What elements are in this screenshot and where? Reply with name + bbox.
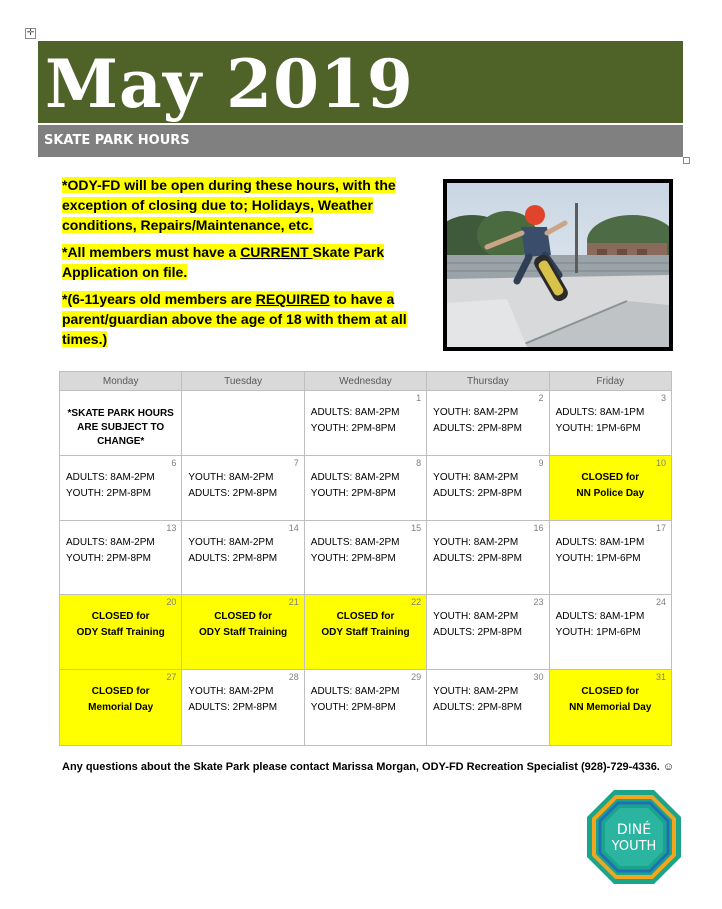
hours-line: YOUTH: 2PM-8PM <box>310 488 396 499</box>
note-text: *(6-11years old members are <box>62 291 256 307</box>
calendar-day-cell <box>549 456 671 521</box>
closed-line: CLOSED for <box>91 611 150 622</box>
hours-line: ADULTS: 2PM-8PM <box>433 423 522 434</box>
calendar-day-cell <box>182 391 304 456</box>
day-number: 28 <box>288 672 299 682</box>
hours-line: ADULTS: 8AM-2PM <box>310 407 400 418</box>
hours-entries <box>66 535 155 567</box>
notice-line: *SKATE PARK HOURS <box>67 408 174 419</box>
calendar-day-cell <box>60 521 182 595</box>
calendar-day-cell <box>304 521 426 595</box>
hours-line: YOUTH: 8AM-2PM <box>188 537 274 548</box>
day-number: 14 <box>288 523 299 533</box>
day-number: 13 <box>166 523 177 533</box>
hours-line: ADULTS: 8AM-1PM <box>555 537 645 548</box>
note-emphasis: REQUIRED <box>255 291 330 307</box>
hours-entries <box>556 405 645 437</box>
calendar-day-cell <box>60 670 182 746</box>
closed-line: ODY Staff Training <box>199 627 288 638</box>
hours-entries <box>556 609 645 641</box>
note-paragraph <box>62 175 432 235</box>
day-number: 9 <box>538 458 544 468</box>
logo-text-line1: DINÉ <box>616 822 652 838</box>
calendar-day-cell <box>60 391 182 456</box>
calendar-week-row <box>60 456 672 521</box>
note-paragraph <box>62 242 432 282</box>
hours-line: ADULTS: 8AM-2PM <box>66 472 155 483</box>
hours-line: ADULTS: 8AM-2PM <box>310 537 400 548</box>
day-number: 17 <box>655 523 666 533</box>
hours-line: YOUTH: 1PM-6PM <box>555 423 641 434</box>
hours-entries <box>556 535 645 567</box>
note-text: *All members must have a <box>62 244 241 260</box>
hours-entries <box>311 470 400 502</box>
hours-line: ADULTS: 2PM-8PM <box>433 627 522 638</box>
hours-line: YOUTH: 1PM-6PM <box>555 553 641 564</box>
calendar-day-cell <box>549 391 671 456</box>
dine-youth-logo <box>585 788 683 886</box>
closed-line: CLOSED for <box>214 611 272 622</box>
hours-entries <box>433 535 522 567</box>
calendar-week-row <box>60 391 672 456</box>
hours-line: YOUTH: 2PM-8PM <box>66 488 152 499</box>
table-resize-handle[interactable] <box>683 157 690 164</box>
hours-line: YOUTH: 8AM-2PM <box>433 472 519 483</box>
closed-line: ODY Staff Training <box>76 627 165 638</box>
hours-line: YOUTH: 2PM-8PM <box>66 553 152 564</box>
closed-notice <box>182 609 303 641</box>
hours-entries <box>311 684 400 716</box>
note-text: to have a parent/guardian above the age of 18 with them at all times.) <box>62 291 407 347</box>
day-number: 27 <box>166 672 177 682</box>
hours-line: ADULTS: 2PM-8PM <box>433 488 522 499</box>
day-number: 2 <box>538 393 544 403</box>
hours-line: ADULTS: 8AM-2PM <box>310 472 400 483</box>
calendar-day-cell <box>427 456 549 521</box>
calendar-day-cell <box>427 670 549 746</box>
day-number: 15 <box>411 523 422 533</box>
hours-entries <box>188 470 277 502</box>
calendar-day-cell <box>60 456 182 521</box>
skate-park-calendar <box>59 371 672 746</box>
calendar-day-cell <box>304 595 426 670</box>
note-emphasis: CURRENT <box>240 244 313 260</box>
hours-line: YOUTH: 2PM-8PM <box>310 702 396 713</box>
weekday-header: Thursday <box>427 372 549 391</box>
closed-line: CLOSED for <box>581 472 640 483</box>
calendar-day-cell <box>427 391 549 456</box>
hours-line: ADULTS: 2PM-8PM <box>433 702 522 713</box>
hours-entries <box>311 405 400 437</box>
hours-entries <box>66 470 155 502</box>
calendar-day-cell <box>304 391 426 456</box>
hours-line: ADULTS: 2PM-8PM <box>433 553 522 564</box>
day-number: 1 <box>416 393 422 403</box>
hours-line: YOUTH: 8AM-2PM <box>433 611 519 622</box>
page-title: May 2019 <box>45 45 414 123</box>
note-text: *ODY-FD will be open during these hours, with the exception of closing due to; Holidays, Weather conditions, Repairs/Maintenance, etc. <box>62 177 396 233</box>
title-banner <box>38 41 683 123</box>
day-number: 10 <box>655 458 666 468</box>
closed-line: CLOSED for <box>91 686 150 697</box>
day-number: 24 <box>655 597 666 607</box>
logo-text-line2: YOUTH <box>611 839 657 854</box>
notice-line: CHANGE* <box>97 436 145 447</box>
calendar-day-cell <box>304 456 426 521</box>
closed-notice <box>60 684 181 716</box>
calendar-day-cell <box>182 595 304 670</box>
calendar-week-row <box>60 670 672 746</box>
calendar-day-cell <box>427 595 549 670</box>
hours-line: ADULTS: 8AM-2PM <box>310 686 400 697</box>
calendar-day-cell <box>60 595 182 670</box>
hours-line: YOUTH: 2PM-8PM <box>310 423 396 434</box>
hours-line: YOUTH: 8AM-2PM <box>433 537 519 548</box>
hours-entries <box>433 609 522 641</box>
hours-line: YOUTH: 8AM-2PM <box>188 686 274 697</box>
hours-entries <box>188 535 277 567</box>
weekday-header: Wednesday <box>304 372 426 391</box>
calendar-day-cell <box>549 595 671 670</box>
hours-entries <box>433 405 522 437</box>
page-subtitle: SKATE PARK HOURS <box>44 133 190 148</box>
calendar-day-cell <box>549 670 671 746</box>
day-number: 7 <box>293 458 299 468</box>
day-number: 23 <box>533 597 544 607</box>
weekday-header: Tuesday <box>182 372 304 391</box>
calendar-day-cell <box>182 670 304 746</box>
day-number: 29 <box>411 672 422 682</box>
closed-line: NN Memorial Day <box>569 702 652 713</box>
hours-line: YOUTH: 8AM-2PM <box>433 686 519 697</box>
closed-notice <box>550 684 671 716</box>
closed-line: CLOSED for <box>336 611 395 622</box>
closed-notice <box>305 609 426 641</box>
closed-line: Memorial Day <box>88 702 154 713</box>
hours-entries <box>433 470 522 502</box>
day-number: 6 <box>171 458 177 468</box>
hours-entries <box>188 684 277 716</box>
closed-line: NN Police Day <box>576 488 645 499</box>
calendar-day-cell <box>182 521 304 595</box>
hours-line: ADULTS: 2PM-8PM <box>188 553 278 564</box>
calendar-header-row <box>60 372 672 391</box>
table-move-handle-icon[interactable]: ✛ <box>26 28 35 38</box>
note-paragraph <box>62 289 432 349</box>
hours-line: ADULTS: 8AM-1PM <box>555 407 645 418</box>
day-number: 16 <box>533 523 544 533</box>
calendar-day-cell <box>182 456 304 521</box>
day-number: 21 <box>288 597 299 607</box>
hours-line: YOUTH: 2PM-8PM <box>310 553 396 564</box>
closed-line: ODY Staff Training <box>321 627 410 638</box>
hours-entries <box>433 684 522 716</box>
closed-notice <box>60 609 181 641</box>
hours-entries <box>311 535 400 567</box>
hours-line: YOUTH: 8AM-2PM <box>188 472 274 483</box>
calendar-week-row <box>60 595 672 670</box>
day-number: 3 <box>660 393 666 403</box>
skateboarder-photo-image <box>447 183 669 347</box>
hours-line: ADULTS: 8AM-1PM <box>555 611 645 622</box>
day-number: 22 <box>411 597 422 607</box>
hours-change-notice <box>64 407 177 449</box>
subtitle-bar <box>38 125 683 157</box>
hours-line: ADULTS: 2PM-8PM <box>188 702 278 713</box>
day-number: 30 <box>533 672 544 682</box>
day-number: 20 <box>166 597 177 607</box>
calendar-day-cell <box>304 670 426 746</box>
hours-line: YOUTH: 8AM-2PM <box>433 407 519 418</box>
weekday-header: Friday <box>549 372 671 391</box>
closed-notice <box>550 470 671 502</box>
day-number: 8 <box>416 458 422 468</box>
dine-youth-logo-graphic <box>585 788 683 886</box>
weekday-header: Monday <box>60 372 182 391</box>
notes-section <box>62 175 432 356</box>
notice-line: ARE SUBJECT TO <box>77 422 165 433</box>
note-text: Skate Park Application on file. <box>62 244 385 280</box>
hours-line: ADULTS: 2PM-8PM <box>188 488 278 499</box>
closed-line: CLOSED for <box>581 686 640 697</box>
skateboarder-photo <box>443 179 673 351</box>
calendar-day-cell <box>427 521 549 595</box>
calendar-week-row <box>60 521 672 595</box>
calendar-day-cell <box>549 521 671 595</box>
day-number: 31 <box>655 672 666 682</box>
contact-footer: Any questions about the Skate Park please contact Marissa Morgan, ODY-FD Recreation Specialist (928)-729-4336. ☺ <box>62 761 675 773</box>
hours-line: ADULTS: 8AM-2PM <box>66 537 155 548</box>
hours-line: YOUTH: 1PM-6PM <box>555 627 641 638</box>
